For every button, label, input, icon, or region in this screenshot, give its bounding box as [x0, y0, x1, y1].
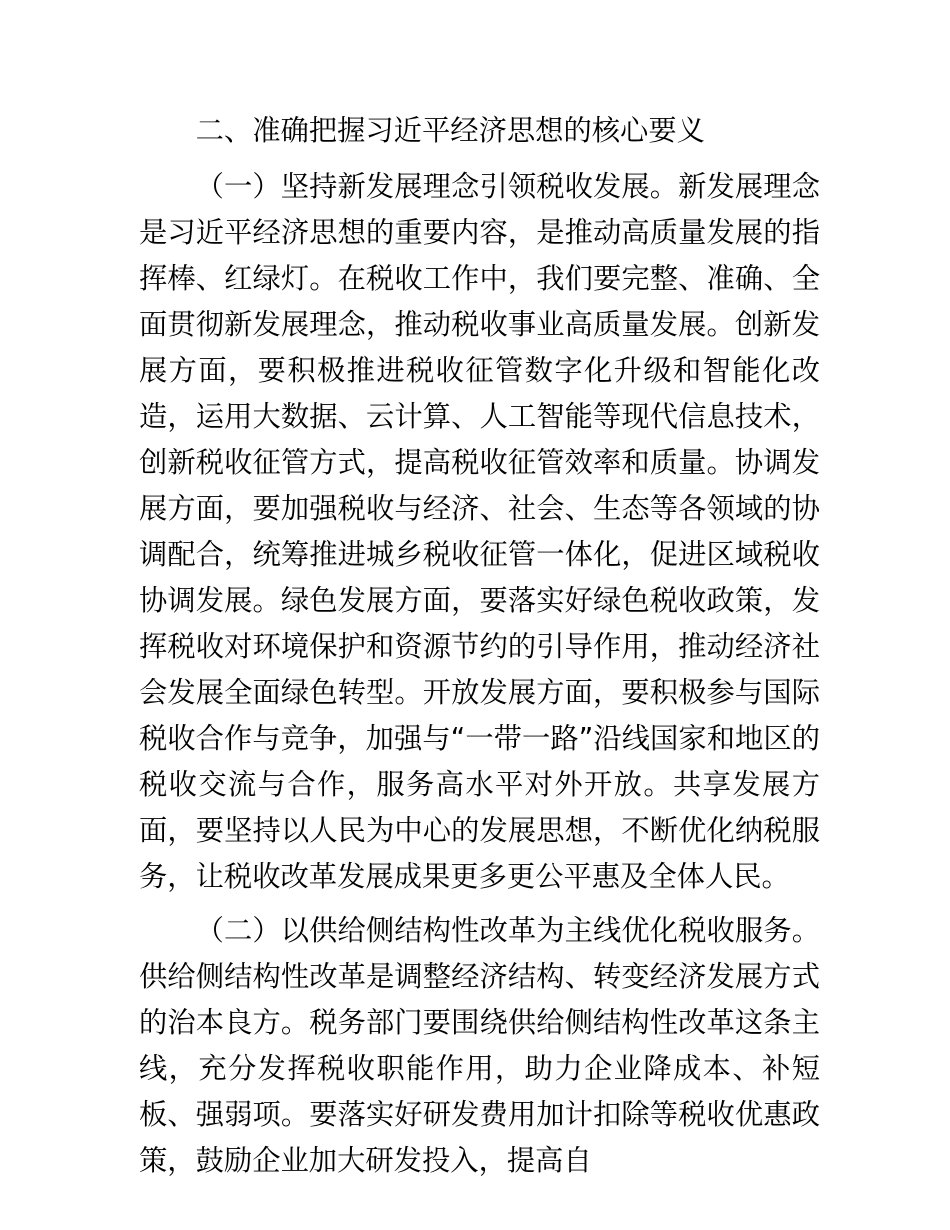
paragraph-one: （一）坚持新发展理念引领税收发展。新发展理念是习近平经济思想的重要内容，是推动高质量发展的指挥棒、红绿灯。在税收工作中，我们要完整、准确、全面贯彻新发展理念，推动税收事业高质量发展。创新发展方面，要积极推进税收征管数字化升级和智能化改造，运用大数据、云计算、人工智能等现代信息技术，创新税收征管方式，提高税收征管效率和质量。协调发展方面，要加强税收与经济、社会、生态等各领域的协调配合，统筹推进城乡税收征管一体化，促进区域税收协调发展。绿色发展方面，要落实好绿色税收政策，发挥税收对环境保护和资源节约的引导作用，推动经济社会发展全面绿色转型。开放发展方面，要积极参与国际税收合作与竞争，加强与“一带一路”沿线国家和地区的税收交流与合作，服务高水平对外开放。共享发展方面，要坚持以人民为中心的发展思想，不断优化纳税服务，让税收改革发展成果更多更公平惠及全体人民。 — [139, 170, 820, 893]
document-content — [139, 108, 820, 1184]
paragraph-two: （二）以供给侧结构性改革为主线优化税收服务。供给侧结构性改革是调整经济结构、转变经济发展方式的治本良方。税务部门要围绕供给侧结构性改革这条主线，充分发挥税收职能作用，助力企业降成本、补短板、强弱项。要落实好研发费用加计扣除等税收优惠政策，鼓励企业加大研发投入，提高自 — [139, 914, 820, 1177]
section-heading: 二、准确把握习近平经济思想的核心要义 — [195, 114, 705, 147]
